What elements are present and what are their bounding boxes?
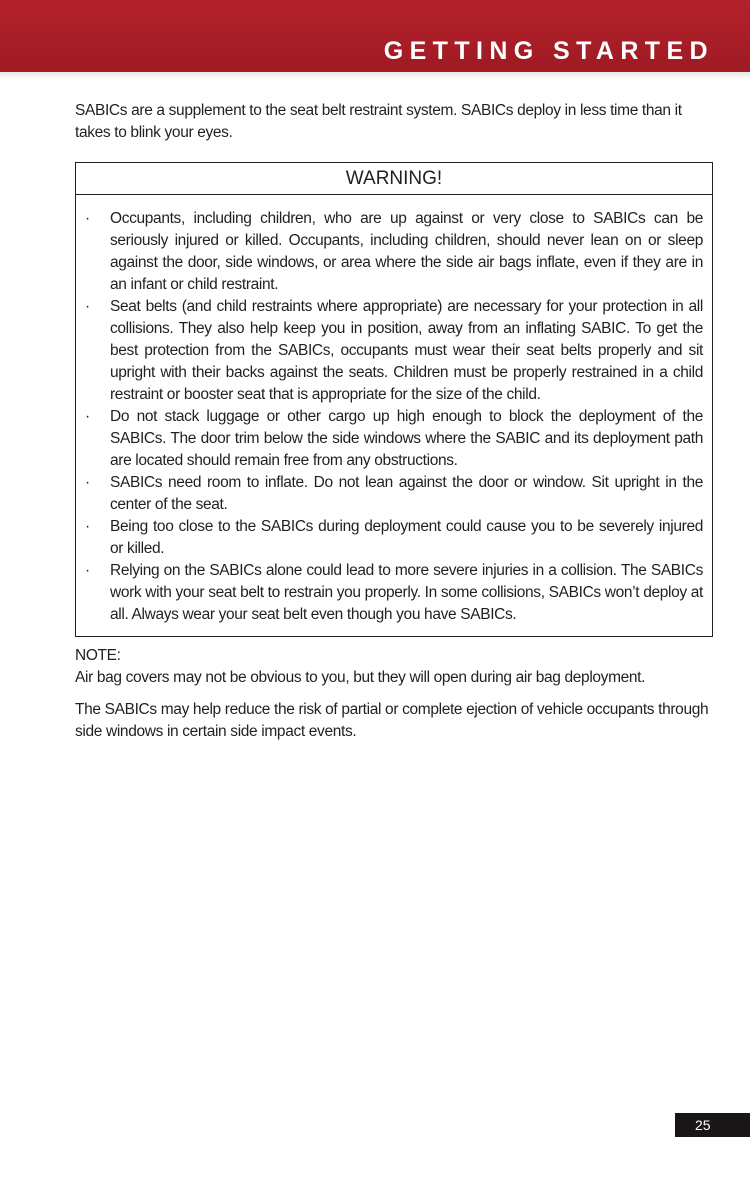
bullet-icon: · xyxy=(85,408,90,425)
bullet-icon: · xyxy=(85,298,90,315)
warning-item xyxy=(85,516,703,560)
warning-item xyxy=(85,208,703,296)
warning-item xyxy=(85,472,703,516)
closing-paragraph: The SABICs may help reduce the risk of partial or complete ejection of vehicle occupants through side windows in certain side impact events. xyxy=(75,701,709,740)
warning-box xyxy=(75,162,713,637)
bullet-icon: · xyxy=(85,562,90,579)
bullet-icon: · xyxy=(85,210,90,227)
note-label: NOTE: xyxy=(75,647,121,664)
warning-item-text: Being too close to the SABICs during deployment could cause you to be severely injured or killed. xyxy=(110,518,703,557)
bullet-icon: · xyxy=(85,518,90,535)
page-content xyxy=(75,100,715,743)
note-text: Air bag covers may not be obvious to you, but they will open during air bag deployment. xyxy=(75,669,646,686)
warning-item-text: Relying on the SABICs alone could lead to more severe injuries in a collision. The SABICs work with your seat belt to restrain you properly. In some collisions, SABICs won’t deploy at all. Always wear your seat belt even though you have SABICs. xyxy=(110,562,703,623)
warning-item-text: Occupants, including children, who are up against or very close to SABICs can be seriously injured or killed. Occupants, including children, should never lean on or sleep against the door, side windows, or area where the side air bags inflate, even if they are in an infant or child restraint. xyxy=(110,210,703,293)
warning-item xyxy=(85,296,703,406)
section-title: GETTING STARTED xyxy=(383,37,714,65)
intro-paragraph: SABICs are a supplement to the seat belt restraint system. SABICs deploy in less time than it takes to blink your eyes. xyxy=(75,102,682,141)
warning-item xyxy=(85,560,703,626)
warning-list xyxy=(76,195,712,636)
page-number: 25 xyxy=(675,1113,750,1137)
bullet-icon: · xyxy=(85,474,90,491)
warning-item-text: SABICs need room to inflate. Do not lean against the door or window. Sit upright in the center of the seat. xyxy=(110,474,703,513)
warning-item xyxy=(85,406,703,472)
header-band xyxy=(0,0,750,72)
warning-item-text: Do not stack luggage or other cargo up high enough to block the deployment of the SABICs. The door trim below the side windows where the SABIC and its deployment path are located should remain free from any obstructions. xyxy=(110,408,703,469)
warning-title: WARNING! xyxy=(76,163,712,195)
header-shadow xyxy=(0,72,750,80)
warning-item-text: Seat belts (and child restraints where appropriate) are necessary for your protection in all collisions. They also help keep you in position, away from an inflating SABIC. To get the best protection from the SABICs, occupants must wear their seat belts properly and sit upright with their backs against the seats. Children must be properly restrained in a child restraint or booster seat that is appropriate for the size of the child. xyxy=(110,298,703,403)
